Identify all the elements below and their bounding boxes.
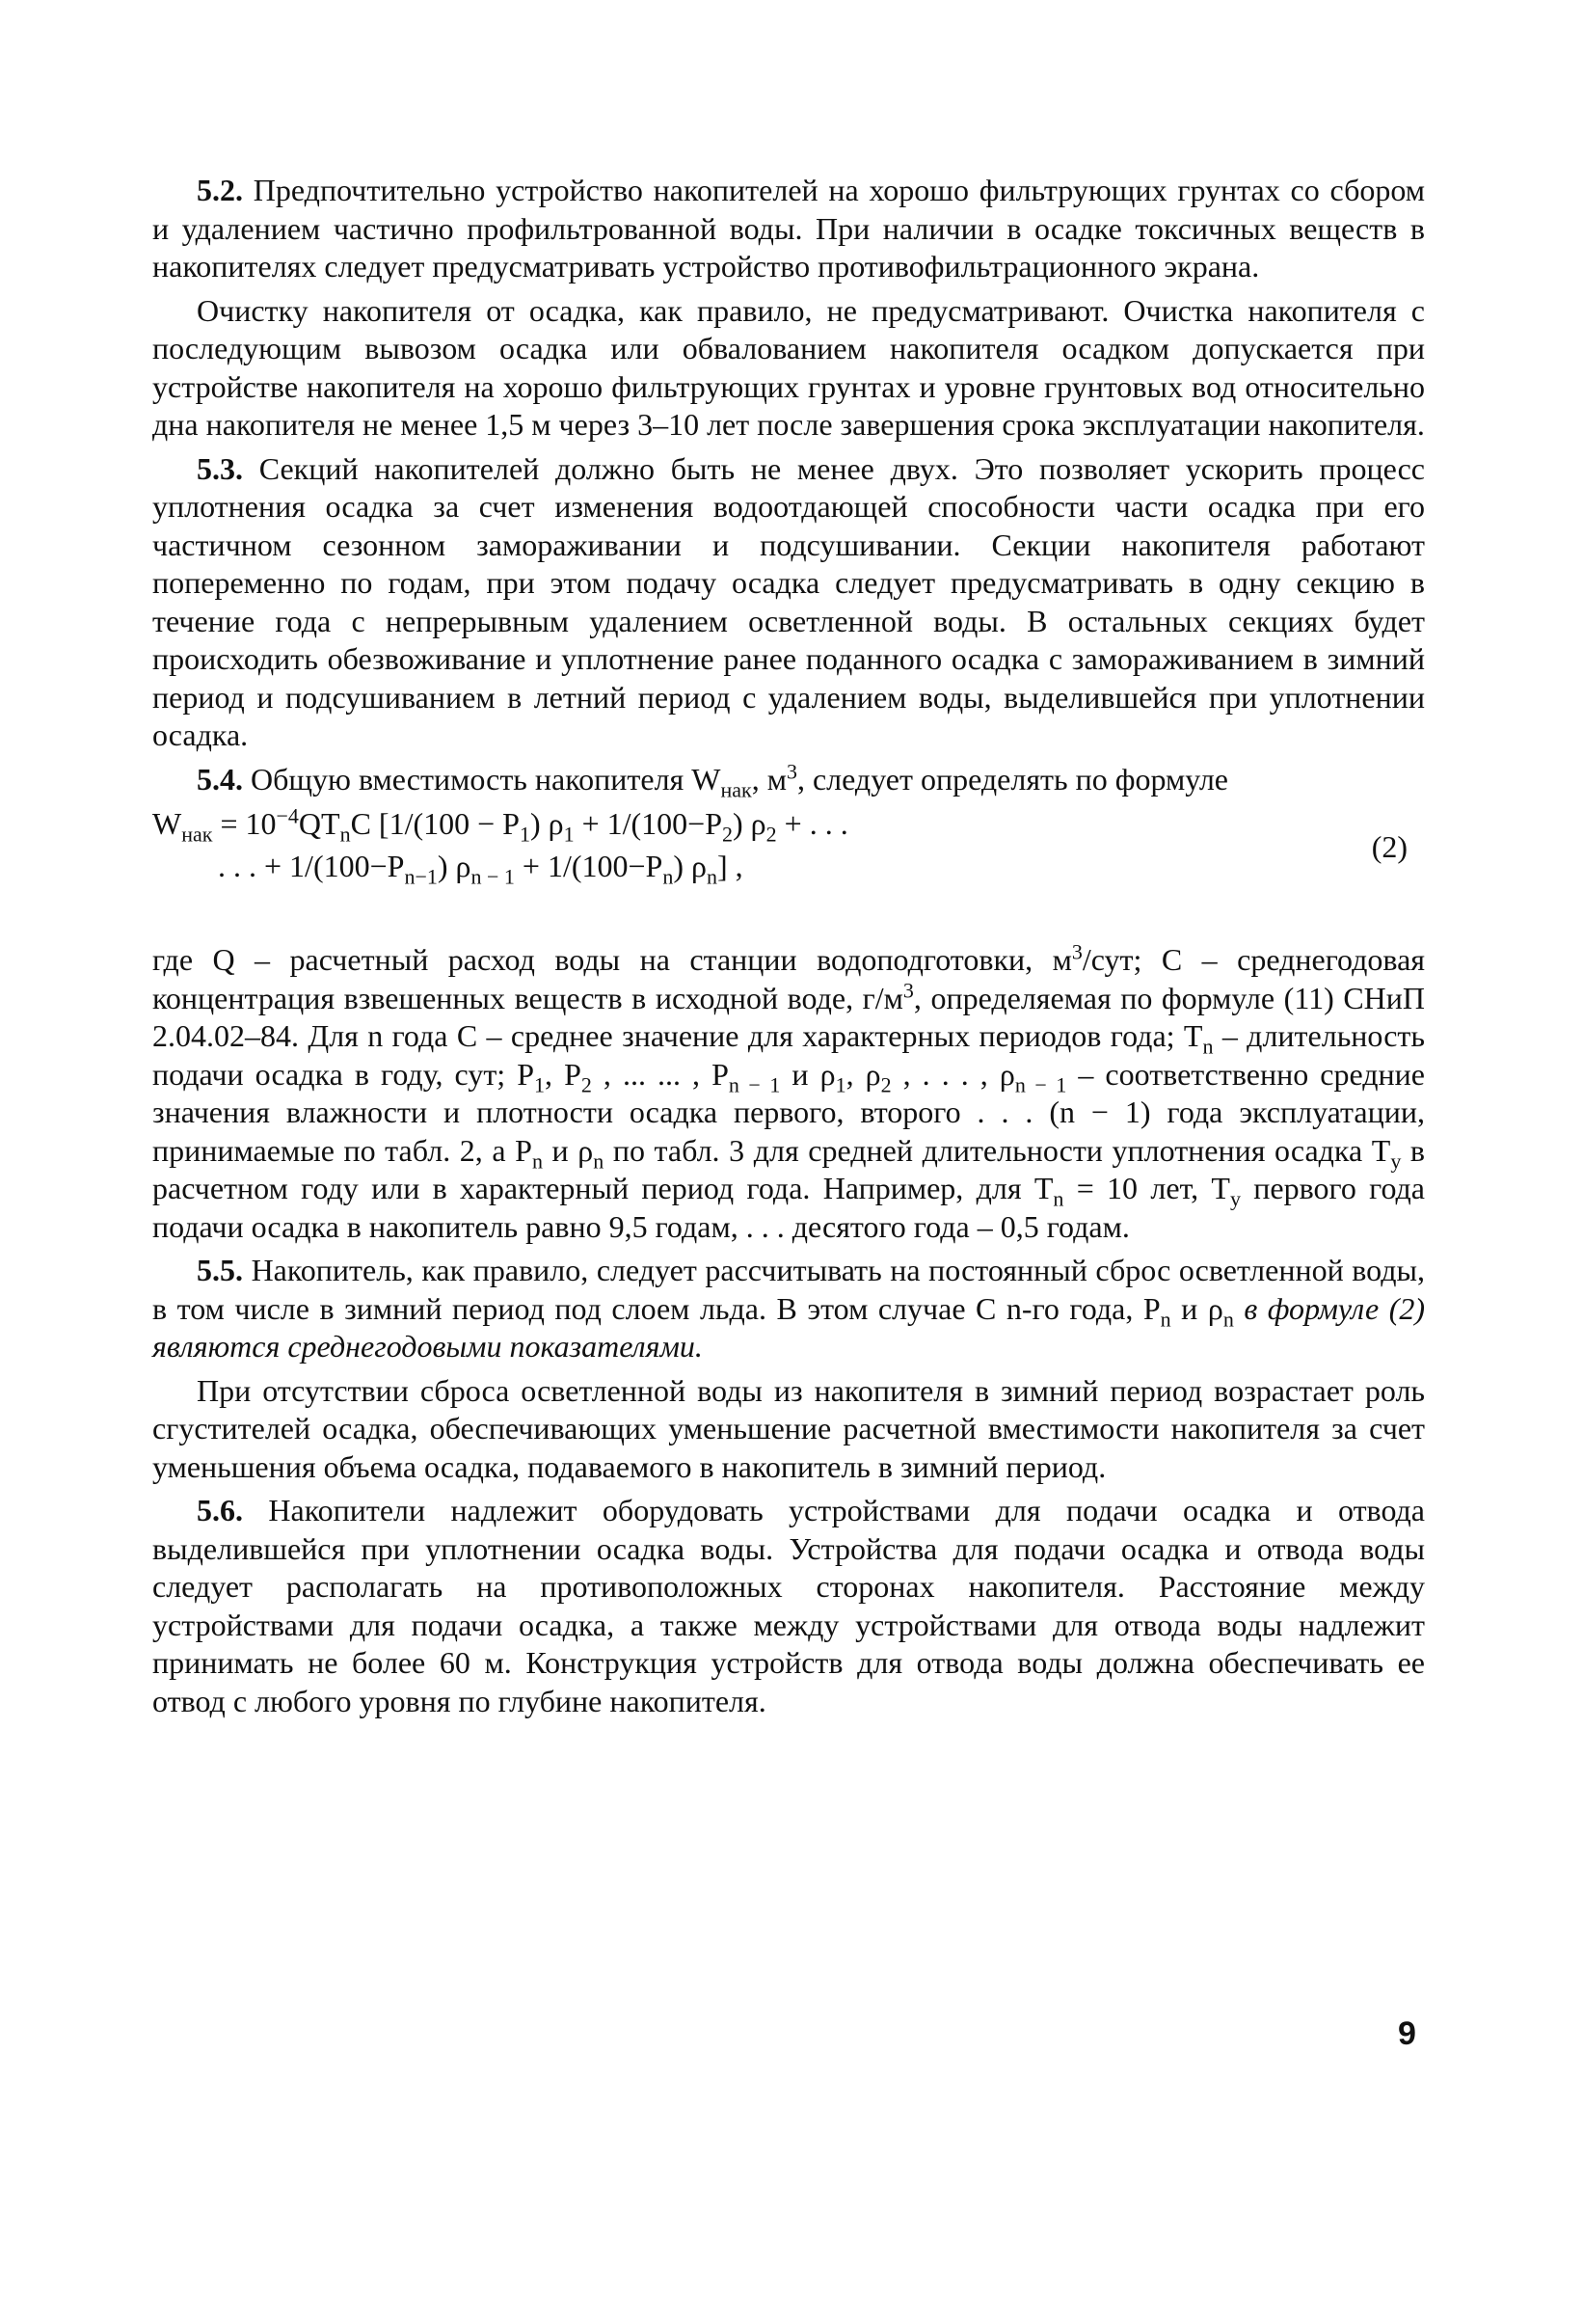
superscript: −4	[276, 803, 299, 828]
subscript: нак	[181, 822, 213, 847]
paragraph-text: по табл. 3 для средней длительности уплотнения осадка T	[604, 1132, 1391, 1168]
paragraph-text: , . . . , ρ	[891, 1056, 1015, 1092]
paragraph-5-2	[152, 172, 1425, 286]
paragraph-text: и ρ	[1170, 1290, 1223, 1326]
subscript: 1	[563, 822, 575, 847]
section-number: 5.2.	[197, 173, 243, 207]
formula-text: ) ρ	[673, 849, 707, 883]
paragraph-text: Накопитель, как правило, следует рассчитывать на постоянный сброс осветленной воды, в том числе в зимний период под слоем льда. В этом случае C n-го года, P	[152, 1253, 1425, 1326]
subscript: 2	[580, 1071, 592, 1096]
paragraph-5-6	[152, 1492, 1425, 1720]
subscript: 2	[880, 1071, 892, 1096]
superscript: 3	[1071, 939, 1083, 964]
paragraph-text: Секций накопителей должно быть не менее двух. Это позволяет ускорить процесс уплотнения осадка за счет изменения водоотдающей способности части осадка при его частичном сезонном замораживании и подсушивании. Секции накопителя работают попеременно по годам, при этом подачу осадка следует предусматривать в одну секцию в течение года с непрерывным удалением осветленной воды. В остальных секциях будет происходить обезвоживание и уплотнение ранее поданного осадка с замораживанием в зимний период и подсушиванием в летний период с удалением воды, выделившейся при уплотнении осадка.	[152, 450, 1425, 752]
subscript: n	[1160, 1306, 1171, 1331]
formula-number: (2)	[1371, 829, 1408, 864]
subscript: n	[1222, 1306, 1234, 1331]
paragraph-text: , P	[545, 1056, 581, 1092]
paragraph-text: Накопители надлежит оборудовать устройствами для подачи осадка и отвода выделившейся при уплотнении осадка воды. Устройства для подачи осадка и отвода воды следует располагать на противоположных сторонах накопителя. Расстояние между устройствами для подачи осадка, а также между устройствами для отвода воды надлежит принимать не более 60 м. Конструкция устройств для отвода воды должна обеспечивать ее отвод с любого уровня по глубине накопителя.	[152, 1493, 1425, 1718]
formula-text: ) ρ	[529, 806, 564, 841]
formula-text: W	[152, 806, 182, 841]
subscript: n − 1	[728, 1071, 781, 1096]
formula-text: QT	[298, 806, 340, 841]
subscript: нак	[720, 776, 752, 801]
subscript: n	[1202, 1034, 1214, 1059]
subscript: n − 1	[1014, 1071, 1067, 1096]
page-number: 9	[1398, 2015, 1416, 2052]
subscript: n	[1053, 1186, 1064, 1211]
formula-line-2	[218, 847, 743, 889]
section-number: 5.3.	[197, 450, 243, 486]
subscript: n−1	[404, 864, 438, 889]
formula-text: + 1/(100−P	[574, 806, 723, 841]
superscript: 3	[786, 758, 797, 783]
paragraph-where	[152, 941, 1425, 1246]
paragraph-text: , м	[751, 761, 787, 797]
paragraph-text: Очистку накопителя от осадка, как правило, не предусматривают. Очистка накопителя с последующим вывозом осадка или обвалованием накопителя осадком допускается при устройстве накопителя на хорошо фильтрующих грунтах и уровне грунтовых вод относительно дна накопителя не менее 1,5 м через 3–10 лет после завершения срока эксплуатации накопителя.	[152, 292, 1425, 442]
paragraph-text: и ρ	[780, 1056, 836, 1092]
paragraph-text: , ... ... , P	[591, 1056, 729, 1092]
paragraph-no-discharge	[152, 1372, 1425, 1487]
subscript: n − 1	[470, 864, 515, 889]
formula-text: = 10	[212, 806, 277, 841]
subscript: 1	[835, 1071, 846, 1096]
formula-text: ) ρ	[733, 806, 766, 841]
paragraph-text: и ρ	[542, 1132, 594, 1168]
paragraph-text: – длительность подачи осадка в году, сут; P	[152, 1018, 1426, 1092]
paragraph-text: – соответственно средние значения влажности и плотности осадка первого, второго . . . (n − 1) года эксплуатации, принимаемые по табл. 2, а P	[152, 1056, 1426, 1168]
paragraph-text: = 10 лет, T	[1063, 1171, 1230, 1205]
subscript: y	[1229, 1186, 1241, 1211]
subscript: 1	[519, 822, 530, 847]
section-number: 5.5.	[197, 1253, 243, 1287]
paragraph-text: где Q – расчетный расход воды на станции водоподготовки, м	[152, 942, 1072, 977]
paragraph-text: При отсутствии сброса осветленной воды из накопителя в зимний период возрастает роль сгустителей осадка, обеспечивающих уменьшение расчетной вместимости накопителя за счет уменьшения объема осадка, подаваемого в накопитель в зимний период.	[152, 1372, 1425, 1484]
paragraph-text: , определяемая по формуле (11) СНиП 2.04.02–84. Для n года C – среднее значение для характерных периодов года; T	[152, 980, 1426, 1053]
subscript: n	[662, 864, 674, 889]
formula-text: C [1/(100 − P	[350, 806, 520, 841]
paragraph-text: в формуле (2) являются среднегодовыми показателями.	[152, 1290, 1426, 1364]
paragraph-text: Общую вместимость накопителя W	[243, 761, 721, 797]
subscript: n	[339, 822, 351, 847]
formula-2	[152, 804, 1425, 910]
subscript: 2	[765, 822, 777, 847]
formula-text: + . . .	[776, 806, 848, 841]
superscript: 3	[902, 977, 914, 1002]
paragraph-5-5	[152, 1252, 1425, 1366]
subscript: 2	[722, 822, 734, 847]
subscript: n	[531, 1148, 543, 1173]
paragraph-cleaning	[152, 292, 1425, 445]
formula-line-1	[152, 803, 848, 847]
document-body	[152, 172, 1425, 1726]
paragraph-text: , следует определять по формуле	[796, 761, 1228, 797]
section-number: 5.4.	[197, 761, 243, 797]
paragraph-text: первого года подачи осадка в накопитель равно 9,5 годам, . . . десятого года – 0,5 годам.	[152, 1171, 1426, 1244]
paragraph-text: , ρ	[845, 1056, 881, 1092]
subscript: 1	[534, 1071, 546, 1096]
formula-text: ) ρ	[437, 849, 471, 883]
formula-text: ] ,	[716, 849, 743, 883]
paragraph-text: в расчетном году или в характерный период года. Например, для T	[152, 1132, 1426, 1205]
paragraph-text: Предпочтительно устройство накопителей на хорошо фильтрующих грунтах со сбором и удалением частично профильтрованной воды. При наличии в осадке токсичных веществ в накопителях следует предусматривать устройство противофильтрационного экрана.	[152, 173, 1425, 284]
paragraph-text: /сут; C – среднегодовая концентрация взвешенных веществ в исходной воде, г/м	[152, 942, 1426, 1015]
subscript: n	[706, 864, 717, 889]
section-number: 5.6.	[197, 1493, 243, 1527]
paragraph-5-3	[152, 450, 1425, 755]
formula-text: + 1/(100−P	[514, 849, 663, 883]
formula-text: . . . + 1/(100−P	[218, 849, 405, 883]
subscript: n	[593, 1148, 604, 1173]
paragraph-5-4	[152, 758, 1425, 801]
subscript: y	[1390, 1148, 1402, 1173]
